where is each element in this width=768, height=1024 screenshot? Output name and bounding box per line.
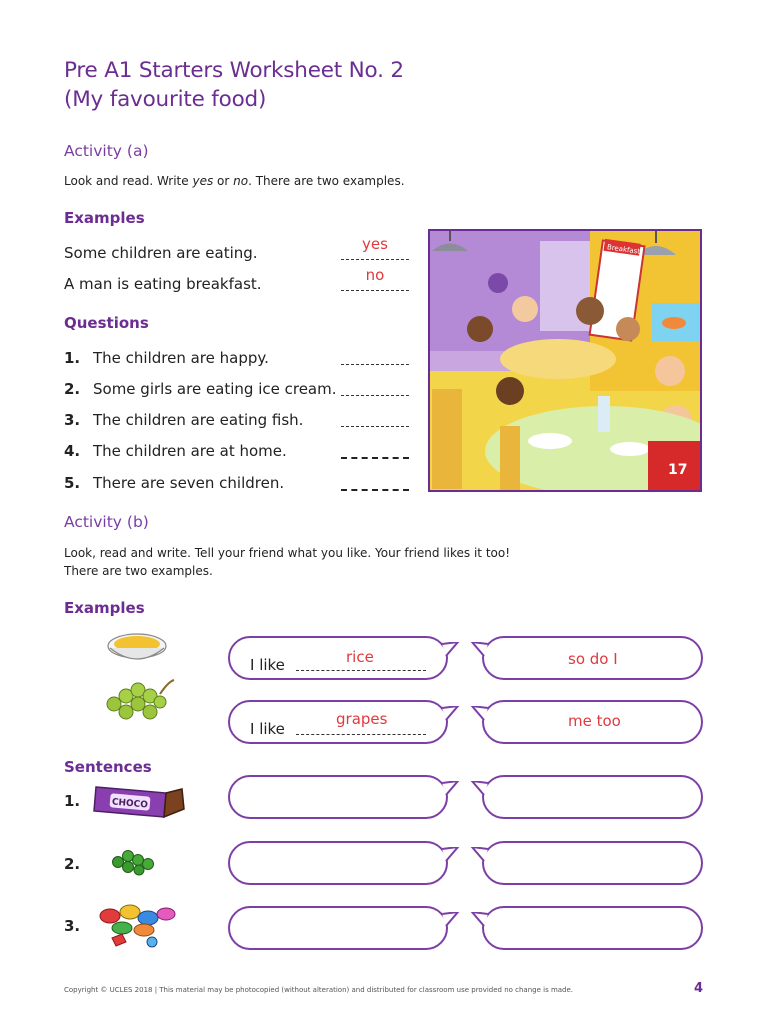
sentence-number-3: 3. xyxy=(64,917,81,935)
instr-text: Look and read. Write xyxy=(64,174,193,188)
example-row-1 xyxy=(64,244,258,262)
sweets-icon xyxy=(92,900,180,950)
title-line-1: Pre A1 Starters Worksheet No. 2 xyxy=(64,58,404,83)
question-text: There are seven children. xyxy=(93,474,285,492)
answer-input-5[interactable] xyxy=(341,489,409,491)
question-number: 5. xyxy=(64,474,81,492)
question-text: The children are eating fish. xyxy=(93,411,304,429)
footer-copyright: Copyright © UCLES 2018 | This material may be photocopied (without alteration) and distributed for classroom use provided no change is made. xyxy=(64,986,574,994)
i-like-label: I like xyxy=(250,720,285,738)
chocolate-bar-icon xyxy=(92,779,186,821)
instr-post: . There are two examples. xyxy=(248,174,405,188)
instr-yes: yes xyxy=(192,174,214,188)
sentences-heading: Sentences xyxy=(64,758,152,776)
examples-heading-b: Examples xyxy=(64,599,145,617)
examples-heading-a: Examples xyxy=(64,209,145,227)
rice-bowl-icon xyxy=(105,630,169,668)
sentence-number-2: 2. xyxy=(64,855,81,873)
question-row-1 xyxy=(64,349,269,367)
answer-line xyxy=(341,259,409,260)
activity-b-heading: Activity (b) xyxy=(64,513,149,531)
answer-line xyxy=(296,734,426,735)
questions-heading: Questions xyxy=(64,314,149,332)
speech-bubble-1[interactable] xyxy=(228,775,448,819)
answer-line xyxy=(296,670,426,671)
bubble-tail xyxy=(442,706,460,724)
example-answer-rice: rice xyxy=(346,648,374,666)
example-text: A man is eating breakfast. xyxy=(64,275,262,293)
bubble-tail xyxy=(470,781,488,799)
reply-bubble-1[interactable] xyxy=(482,775,703,819)
cafe-scene-drawing xyxy=(430,231,702,492)
answer-input-3[interactable] xyxy=(341,426,409,427)
activity-b-instruction-1: Look, read and write. Tell your friend what you like. Your friend likes it too! xyxy=(64,546,511,560)
example-reply-1: so do I xyxy=(568,650,618,668)
bubble-tail xyxy=(470,847,488,865)
example-answer-grapes: grapes xyxy=(336,710,388,728)
example-reply-2: me too xyxy=(568,712,621,730)
question-text: Some girls are eating ice cream. xyxy=(93,380,337,398)
speech-bubble-2[interactable] xyxy=(228,841,448,885)
scene-sign-text: Breakfast xyxy=(606,243,641,256)
bubble-tail xyxy=(442,781,460,799)
bubble-tail xyxy=(442,912,460,930)
question-number: 4. xyxy=(64,442,81,460)
instr-or: or xyxy=(213,174,234,188)
grapes-icon xyxy=(100,674,178,724)
question-row-4 xyxy=(64,442,287,460)
page-title xyxy=(64,56,404,114)
question-number: 3. xyxy=(64,411,81,429)
question-text: The children are at home. xyxy=(93,442,287,460)
bubble-tail xyxy=(470,642,488,660)
bubble-tail xyxy=(470,912,488,930)
example-row-2 xyxy=(64,275,262,293)
answer-input-1[interactable] xyxy=(341,364,409,365)
question-number: 2. xyxy=(64,380,81,398)
reply-bubble-3[interactable] xyxy=(482,906,703,950)
example-answer-1: yes xyxy=(362,235,388,253)
title-line-2: (My favourite food) xyxy=(64,87,267,112)
scene-shirt-number: 17 xyxy=(668,462,688,478)
example-text: Some children are eating. xyxy=(64,244,258,262)
bubble-tail xyxy=(442,847,460,865)
chocolate-label: CHOCO xyxy=(111,797,149,811)
sentence-number-1: 1. xyxy=(64,792,81,810)
reply-bubble-example-2 xyxy=(482,700,703,744)
question-row-5 xyxy=(64,474,284,492)
question-row-2 xyxy=(64,380,337,398)
speech-bubble-example-2 xyxy=(228,700,448,744)
peas-icon xyxy=(108,846,160,876)
answer-input-2[interactable] xyxy=(341,395,409,396)
answer-input-4[interactable] xyxy=(341,457,409,459)
i-like-label: I like xyxy=(250,656,285,674)
example-answer-2: no xyxy=(365,266,385,284)
cafe-scene-illustration xyxy=(428,229,702,492)
page-number: 4 xyxy=(694,981,704,996)
activity-a-heading: Activity (a) xyxy=(64,142,149,160)
answer-line xyxy=(341,290,409,291)
reply-bubble-2[interactable] xyxy=(482,841,703,885)
bubble-tail xyxy=(470,706,488,724)
activity-b-instruction-2: There are two examples. xyxy=(64,564,213,578)
reply-bubble-example-1 xyxy=(482,636,703,680)
activity-a-instruction xyxy=(64,173,405,190)
question-number: 1. xyxy=(64,349,81,367)
bubble-tail xyxy=(442,642,460,660)
instr-no: no xyxy=(233,174,249,188)
speech-bubble-example-1 xyxy=(228,636,448,680)
question-text: The children are happy. xyxy=(93,349,269,367)
question-row-3 xyxy=(64,411,303,429)
speech-bubble-3[interactable] xyxy=(228,906,448,950)
